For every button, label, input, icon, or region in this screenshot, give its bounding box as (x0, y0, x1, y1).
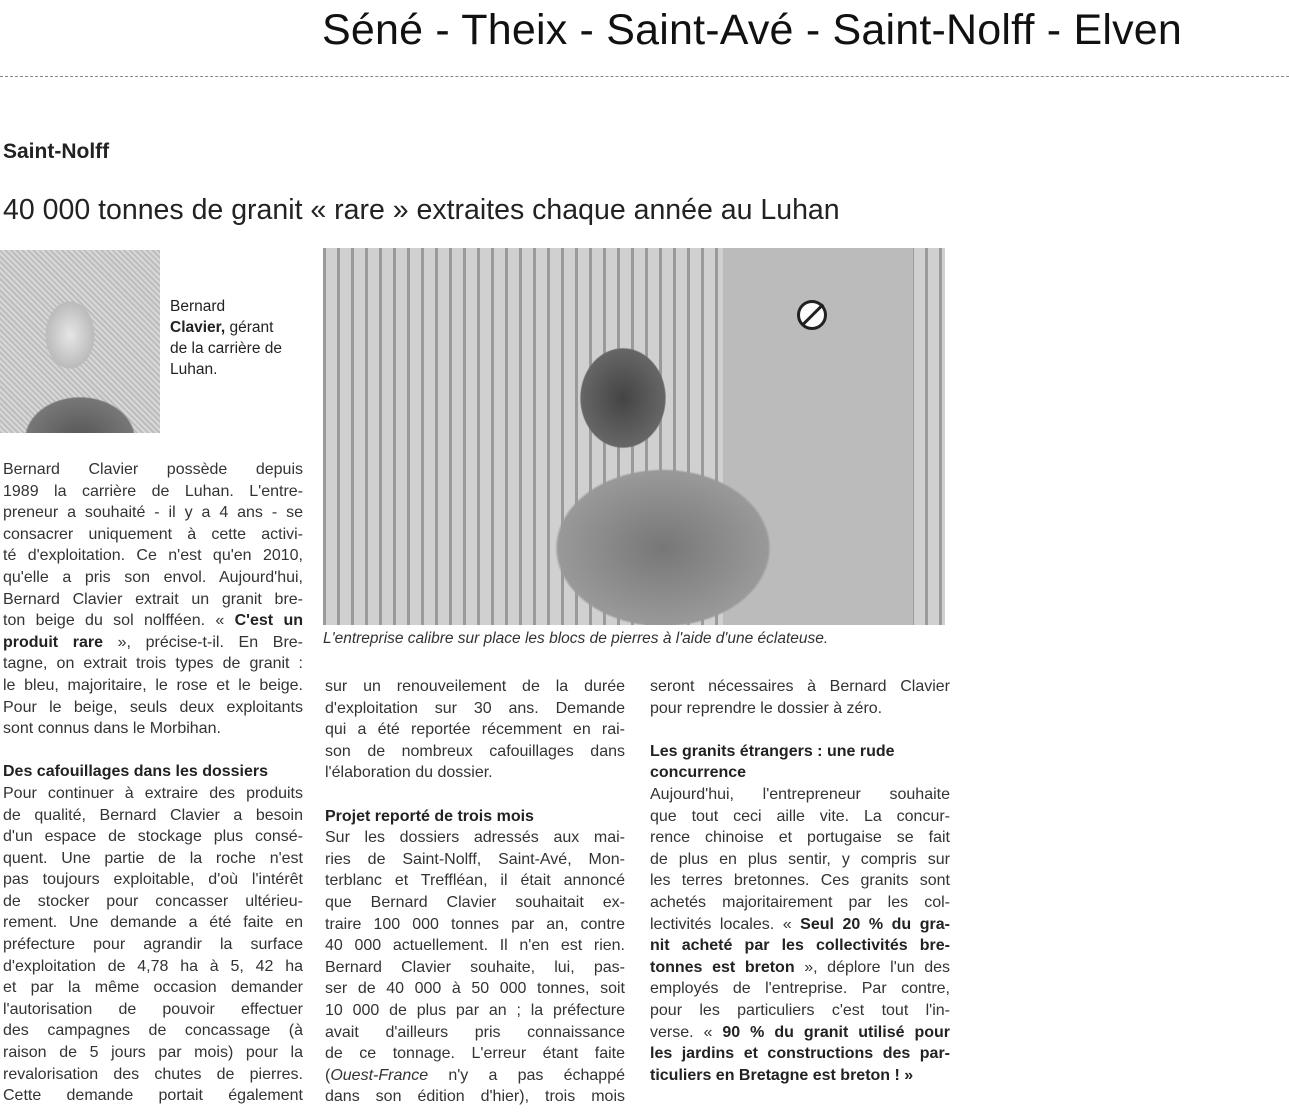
text-line: Aujourd'hui, l'entrepreneur souhaite (650, 785, 950, 803)
text-line: d'exploitation de 4,78 ha à 5, 42 ha (3, 957, 303, 975)
text-line: terblanc et Treffléan, il était annoncé (325, 872, 625, 890)
caption-line (170, 317, 282, 338)
divider (0, 76, 1289, 77)
caption-text: gérant (225, 319, 274, 336)
text-line: des campagnes de concassage (à (3, 1022, 303, 1040)
text: n'y a pas échappé (428, 1066, 625, 1084)
text-line: pour reprendre le dossier à zéro. (650, 699, 883, 717)
paragraph (650, 784, 950, 914)
text-line: de stocker pour concasser ultérieu- (3, 892, 303, 910)
bold-quote: les jardins et constructions des par- (650, 1045, 950, 1063)
text-line: seront nécessaires à Bernard Clavier (650, 678, 950, 695)
text-line (650, 914, 950, 936)
text-line: d'un espace de stockage plus consé- (3, 828, 303, 846)
column-2 (325, 676, 625, 1108)
text-line: raison de 5 jours par mois) pour la (3, 1044, 303, 1062)
caption-name: Clavier, (170, 319, 226, 336)
text: ton beige du sol nolfféen. « (3, 612, 235, 630)
text-line: quent. Une partie de la roche n'est (3, 849, 303, 867)
text-line: preneur a souhaité - il y a 4 ans - se (3, 504, 303, 522)
text: », déplore l'un des (794, 958, 951, 976)
text-line: que tout ceci aille vite. La concur- (650, 807, 950, 825)
column-3 (650, 676, 950, 1086)
text-line: employés de l'entreprise. Par contre, (650, 980, 950, 998)
text-line: qui a été reportée récemment en rai- (325, 721, 625, 739)
text-line: qu'elle a pris son envol. Aujourd'hui, (3, 568, 303, 586)
text-line (3, 610, 303, 632)
bold-quote: Seul 20 % du gra- (800, 915, 950, 933)
text-line: revalorisation des chutes de pierres. (3, 1065, 303, 1083)
caption-line: Luhan. (170, 361, 218, 378)
text-line: ries de Saint-Nolff, Saint-Avé, Mon- (325, 850, 625, 868)
text: verse. « (650, 1023, 723, 1041)
text-line: sur un renouveilement de la durée (325, 678, 625, 695)
bold-quote: ticuliers en Bretagne est breton ! » (650, 1066, 914, 1084)
text-line: Pour le beige, seuls deux exploitants (3, 698, 303, 716)
text-line: rement. Une demande a été faite en (3, 914, 303, 932)
paragraph (325, 827, 625, 1065)
text-line: Bernard Clavier souhaite, lui, pas- (325, 958, 625, 976)
photo-caption: L'entreprise calibre sur place les blocs de pierres à l'aide d'une éclateuse. (323, 630, 829, 647)
subheading: concurrence (650, 764, 747, 782)
masthead: Séné - Theix - Saint-Avé - Saint-Nolff - Elven (322, 6, 1183, 54)
text-line: avait d'ailleurs pris connaissance (325, 1023, 625, 1041)
text-line: Pour continuer à extraire des produits (3, 784, 303, 802)
text-line: ser de 40 000 à 50 000 tonnes, soit (325, 980, 625, 998)
text-line (650, 1065, 950, 1087)
text-line: pour les particuliers c'est tout l'in- (650, 1001, 950, 1019)
subheading: Les granits étrangers : une rude (650, 742, 895, 760)
text-line: le bleu, majoritaire, le rose et le beige. (3, 676, 303, 694)
text-line (650, 957, 950, 979)
section-title: Saint-Nolff (3, 140, 110, 163)
text-line: d'exploitation sur 30 ans. Demande (325, 699, 625, 717)
text-line: et par la même occasion demander (3, 979, 303, 997)
text-line (650, 1043, 950, 1065)
paragraph (3, 783, 303, 1107)
text-line: 10 000 de plus par an ; la préfecture (325, 1001, 625, 1019)
subheading: Des cafouillages dans les dossiers (3, 763, 269, 781)
subheading: Projet reporté de trois mois (325, 807, 534, 825)
text-line (3, 632, 303, 654)
bold-quote: produit rare (3, 633, 103, 651)
portrait-caption (170, 296, 282, 380)
text-line: consacrer uniquement à cette activi- (3, 525, 303, 543)
article-photo (323, 248, 945, 625)
text-line: 1989 la carrière de Luhan. L'entre- (3, 482, 303, 500)
portrait-photo (0, 250, 160, 433)
text-line: té d'exploitation. Ce n'est qu'en 2010, (3, 547, 303, 565)
paragraph (3, 653, 303, 739)
text-line: pas toujours exploitable, d'où l'intérêt (3, 871, 303, 889)
text-line: l'autorisation de pouvoir effectuer (3, 1000, 303, 1018)
bold-quote: C'est un (234, 612, 303, 630)
text: », précise-t-il. En Bre- (103, 633, 303, 651)
text: lectivités locales. « (650, 915, 801, 933)
text-line: de plus en plus sentir, y compris sur (650, 850, 950, 868)
text-line: préfecture pour agrandir la surface (3, 936, 303, 954)
text-line: son de nombreux cafouillages dans (325, 742, 625, 760)
text-line: tagne, on extrait trois types de granit : (3, 655, 303, 673)
caption-line: de la carrière de (170, 340, 283, 357)
prohibition-sign-icon (797, 300, 827, 330)
text-line: l'élaboration du dossier. (325, 764, 493, 782)
text-line: Bernard Clavier extrait un granit bre- (3, 590, 303, 608)
text-line: Bernard Clavier possède depuis (3, 461, 303, 478)
italic-text: Ouest-France (330, 1066, 429, 1084)
bold-quote: 90 % du granit utilisé pour (722, 1023, 950, 1041)
headline: 40 000 tonnes de granit « rare » extraites chaque année au Luhan (3, 194, 840, 226)
paragraph (650, 978, 950, 1021)
text-line: 40 000 actuellement. Il n'en est rien. (325, 937, 625, 955)
paragraph (650, 676, 950, 719)
paragraph (3, 459, 303, 632)
text-line: achetés majoritairement par les col- (650, 893, 950, 911)
text-line: sont connus dans le Morbihan. (3, 720, 221, 738)
paragraph (325, 676, 625, 784)
column-1 (3, 459, 303, 1107)
text-line: (Ouest-France n'y a pas échappé (325, 1066, 625, 1084)
text-line: de qualité, Bernard Clavier a besoin (3, 806, 303, 824)
text-line: dans son édition d'hier), trois mois (325, 1088, 625, 1106)
text-line: Sur les dossiers adressés aux mai- (325, 829, 625, 847)
text-line: de ce tonnage. L'erreur étant faite (325, 1045, 625, 1063)
bold-quote: tonnes est breton (650, 958, 795, 976)
caption-line: Bernard (170, 298, 226, 315)
text-line (650, 1022, 950, 1044)
text-line: les terres bretonnes. Ces granits sont (650, 872, 950, 890)
text-line: rence chinoise et portugaise se fait (650, 829, 950, 847)
text-line: que Bernard Clavier souhaitait ex- (325, 893, 625, 911)
text-line (650, 935, 950, 957)
bold-quote: nit acheté par les collectivités bre- (650, 937, 950, 955)
text-line: traire 100 000 tonnes par an, contre (325, 915, 625, 933)
text-line: Cette demande portait également (3, 1087, 303, 1105)
